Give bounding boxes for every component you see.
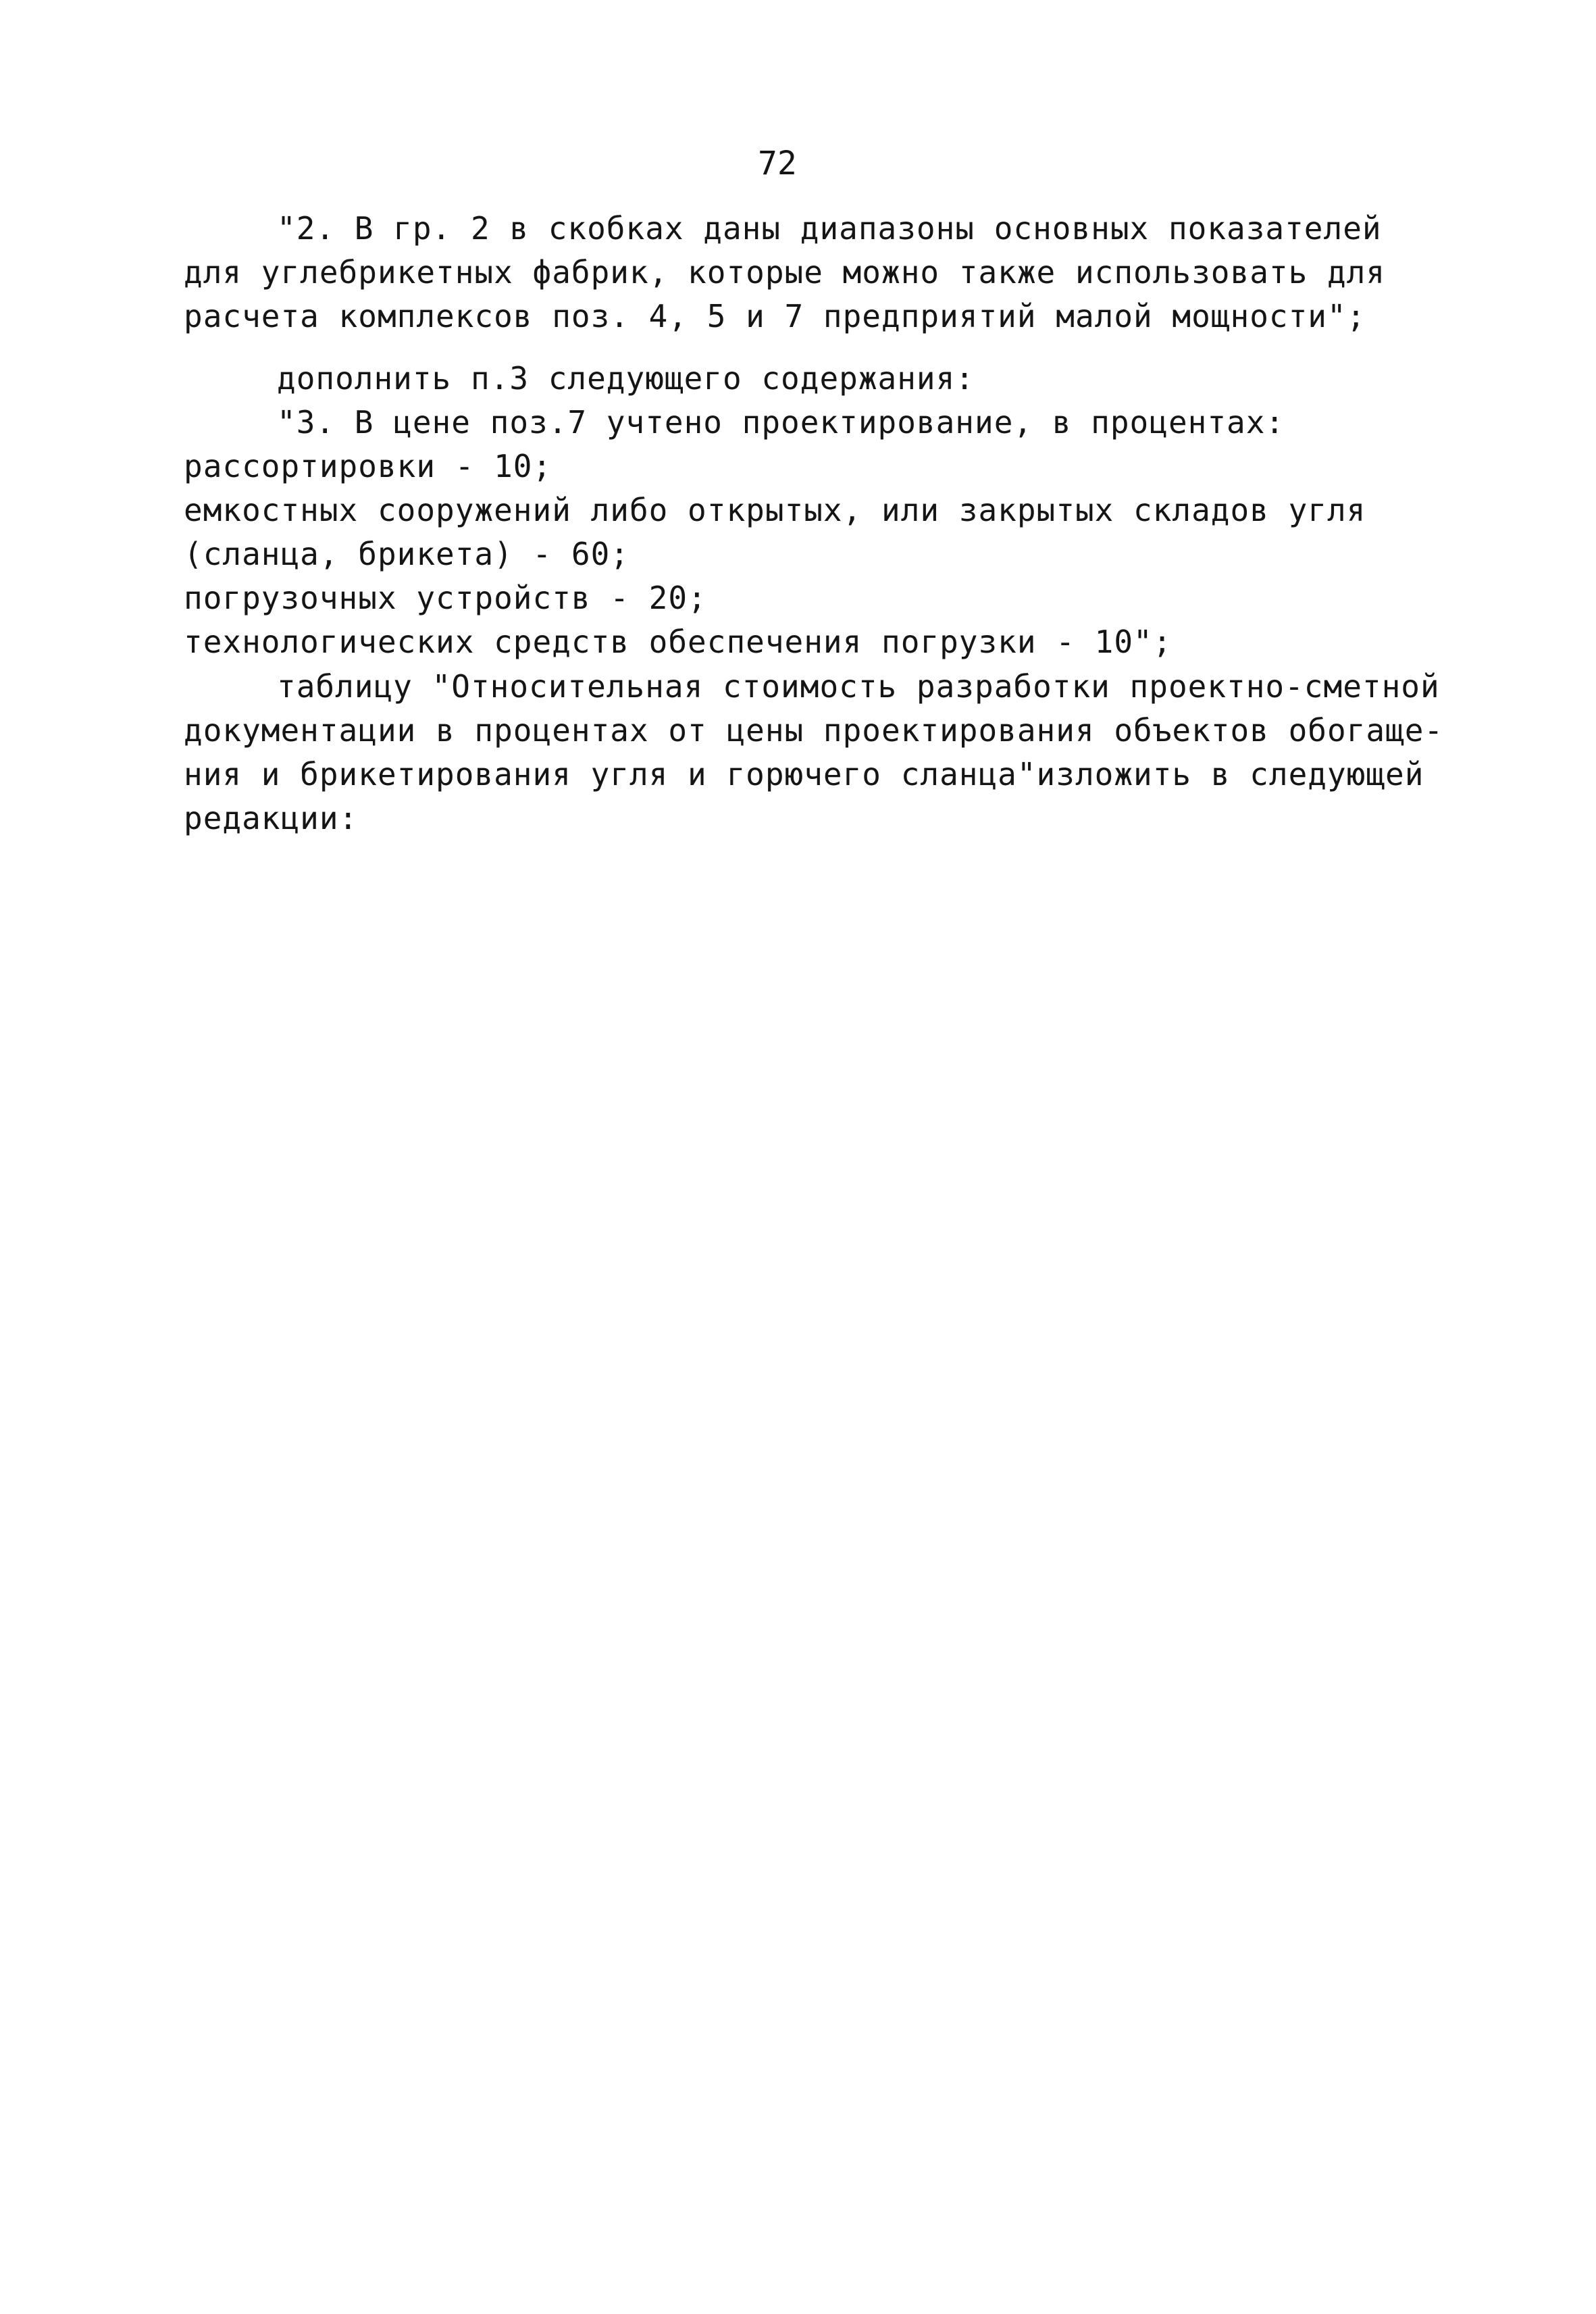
paragraph-line-13: ния и брикетирования угля и горючего сланца"изложить в следующей <box>184 756 1424 793</box>
paragraph-line-4: дополнить п.3 следующего содержания: <box>277 360 975 397</box>
paragraph-line-2: для углебрикетных фабрик, которые можно также использовать для <box>184 254 1386 291</box>
paragraph-line-9: погрузочных устройств - 20; <box>184 580 707 616</box>
paragraph-line-7: емкостных сооружений либо открытых, или закрытых складов угля <box>184 492 1366 528</box>
paragraph-line-5: "3. В цене поз.7 учтено проектирование, в процентах: <box>277 404 1285 441</box>
paragraph-line-11: таблицу "Относительная стоимость разработки проектно-сметной <box>277 668 1440 705</box>
page-number: 72 <box>758 145 797 182</box>
paragraph-line-10: технологических средств обеспечения погрузки - 10"; <box>184 624 1173 660</box>
paragraph-line-6: рассортировки - 10; <box>184 448 552 484</box>
paragraph-line-14: редакции: <box>184 800 359 836</box>
paragraph-line-3: расчета комплексов поз. 4, 5 и 7 предприятий малой мощности"; <box>184 298 1366 334</box>
paragraph-line-8: (сланца, брикета) - 60; <box>184 536 629 572</box>
paragraph-line-1: "2. В гр. 2 в скобках даны диапазоны основных показателей <box>277 210 1382 247</box>
paragraph-line-12: документации в процентах от цены проектирования объектов обогаще- <box>184 712 1444 749</box>
